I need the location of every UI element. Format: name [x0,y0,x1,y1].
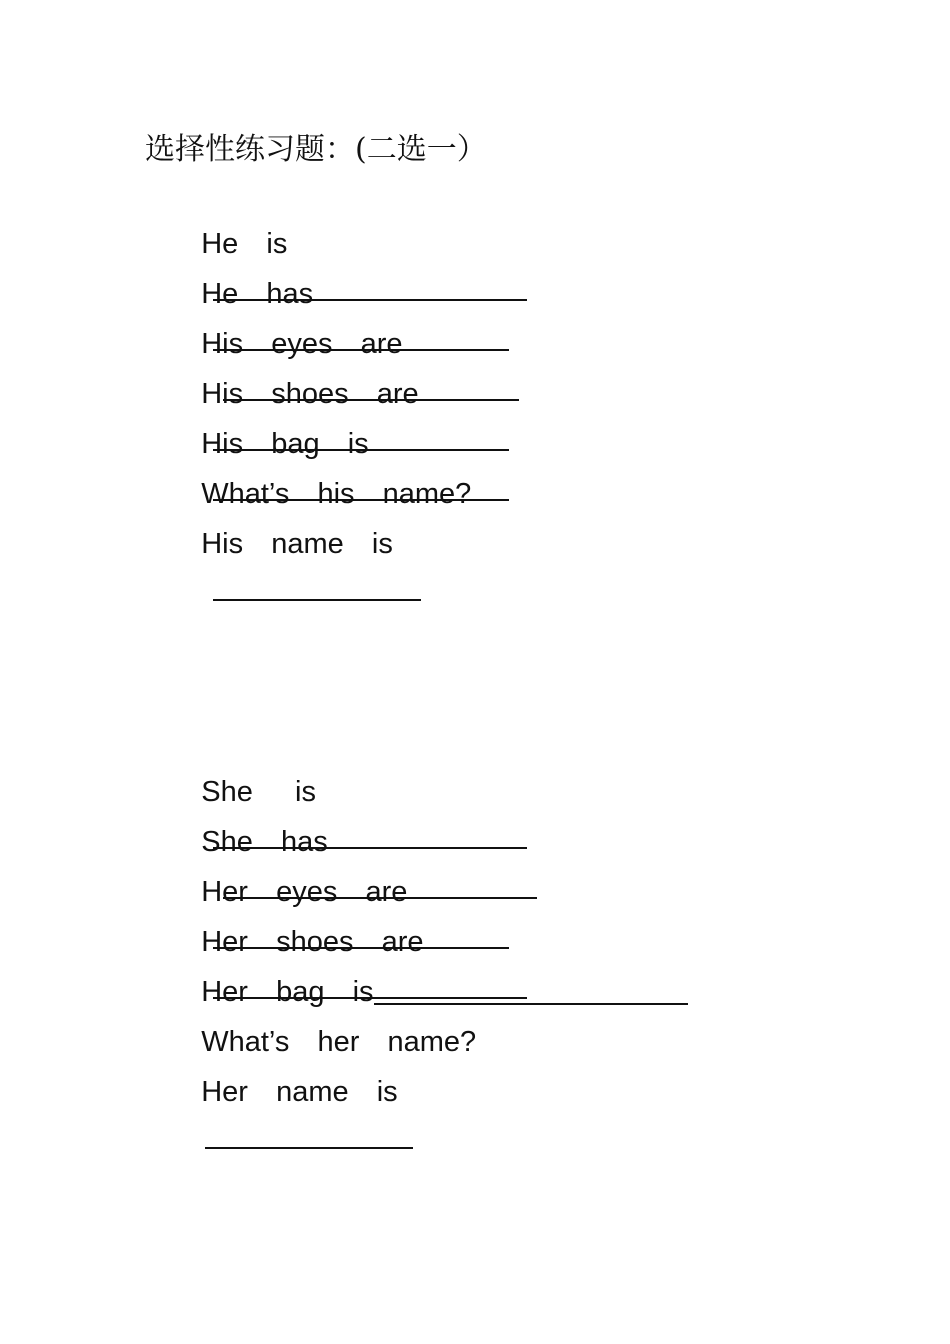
she-line-2 [145,776,537,858]
prompt-text: His eyes are [201,328,403,360]
she-line-1 [145,726,527,808]
she-line-7 [145,1026,413,1108]
she-line-6 [145,976,477,1058]
prompt-text: He is [201,228,288,260]
she-line-3 [145,826,509,908]
prompt-text: Her eyes are [201,876,408,908]
prompt-text: She has [201,826,328,858]
prompt-text: His shoes are [201,378,419,410]
prompt-text: Her shoes are [201,926,424,958]
prompt-text: His bag is [201,428,369,460]
answer-blank[interactable] [205,1117,413,1149]
he-line-5 [145,378,509,460]
he-line-7 [145,478,421,560]
prompt-text: She is [201,776,316,808]
prompt-text: Her bag is [201,976,374,1008]
worksheet-title: 选择性练习题：(二选一） [145,132,487,167]
prompt-text: What’s his name? [201,478,472,510]
he-line-3 [145,278,519,360]
prompt-text: He has [201,278,314,310]
he-line-4 [145,328,509,410]
she-line-5 [145,926,688,1008]
answer-blank[interactable] [213,569,421,601]
prompt-text: What’s her name? [201,1026,477,1058]
he-line-2 [145,228,509,310]
she-line-4 [145,876,527,958]
he-line-6 [145,428,472,510]
he-line-1 [145,178,527,260]
prompt-text: His name is [201,528,393,560]
prompt-text: Her name is [201,1076,398,1108]
